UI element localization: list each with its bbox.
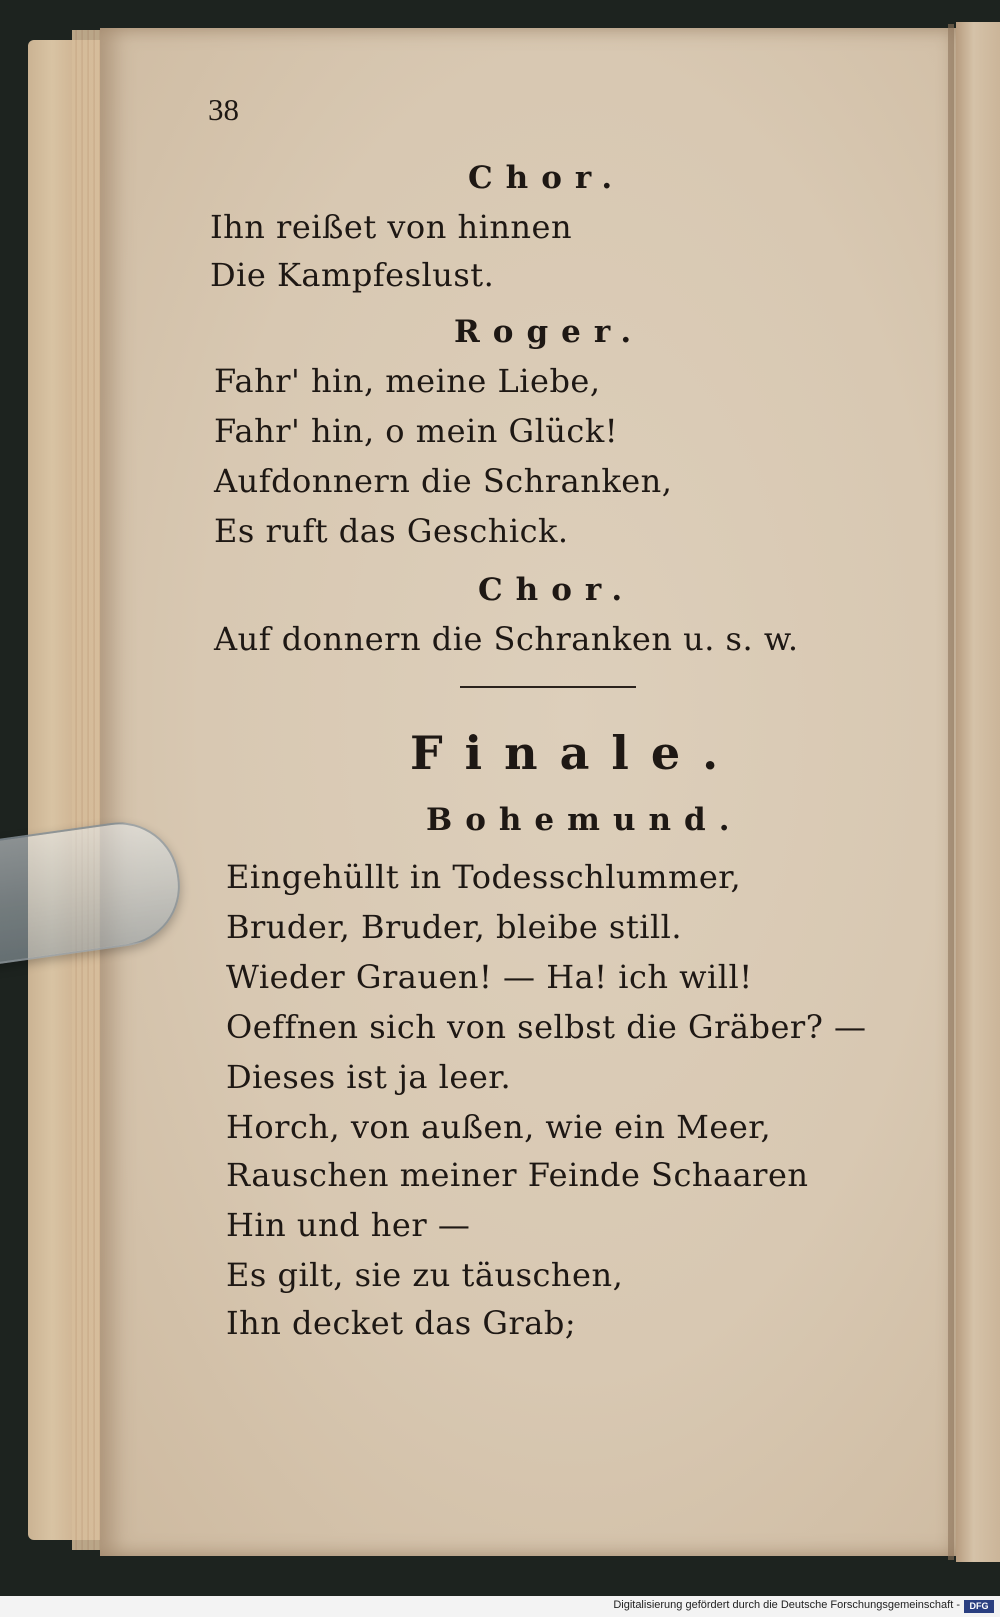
verse-line: Die Kampfeslust.: [210, 256, 495, 294]
verse-line: Oeffnen sich von selbst die Gräber? —: [226, 1008, 867, 1046]
verse-line: Eingehüllt in Todesschlummer,: [226, 858, 742, 896]
section-heading: Finale.: [410, 726, 741, 780]
page-number: 38: [208, 92, 239, 127]
verse-line: Hin und her —: [226, 1206, 471, 1244]
verse-line: Es ruft das Geschick.: [214, 512, 569, 550]
verse-line: Wieder Grauen! — Ha! ich will!: [226, 958, 753, 996]
verse-line: Horch, von außen, wie ein Meer,: [226, 1108, 772, 1146]
digitization-footer: [0, 1596, 1000, 1617]
verse-line: Fahr' hin, meine Liebe,: [214, 362, 601, 400]
verse-line: Aufdonnern die Schranken,: [214, 462, 673, 500]
section-divider: [460, 686, 636, 688]
verse-line: Rauschen meiner Feinde Schaaren: [226, 1156, 809, 1194]
verse-line: Auf donnern die Schranken u. s. w.: [214, 620, 799, 658]
verse-line: Es gilt, sie zu täuschen,: [226, 1256, 624, 1294]
speaker-label: Chor.: [478, 572, 636, 608]
verse-line: Dieses ist ja leer.: [226, 1058, 512, 1096]
footer-credit-text: Digitalisierung gefördert durch die Deutsche Forschungsgemeinschaft -: [613, 1599, 960, 1611]
verse-line: Ihn decket das Grab;: [226, 1304, 577, 1342]
verse-line: Fahr' hin, o mein Glück!: [214, 412, 619, 450]
speaker-label: Bohemund.: [426, 802, 743, 838]
speaker-label: Roger.: [454, 314, 645, 350]
dfg-logo-icon: DFG: [964, 1600, 994, 1613]
verse-line: Ihn reißet von hinnen: [210, 208, 573, 246]
verse-line: Bruder, Bruder, bleibe still.: [226, 908, 683, 946]
speaker-label: Chor.: [468, 160, 626, 196]
